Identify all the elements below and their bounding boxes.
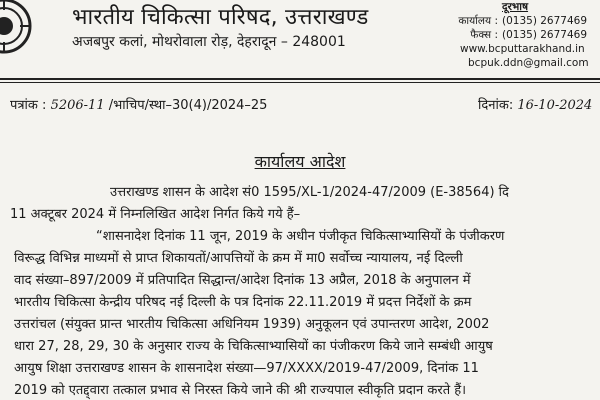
reference-handwritten-number: 5206-11	[50, 98, 105, 113]
date-handwritten: 16-10-2024	[517, 98, 593, 113]
reference-suffix: /भाचिप/स्था–30(4)/2024–25	[108, 98, 268, 113]
office-phone-label: कार्यालय :	[458, 15, 498, 27]
header-divider	[0, 78, 600, 80]
contact-block	[438, 0, 589, 70]
organization-address: अजबपुर कलां, मोथरोवाला रोड़, देहरादून – 248001	[72, 34, 346, 50]
email-link[interactable]: bcpuk.ddn@gmail.com	[468, 57, 589, 69]
header-divider-thin	[0, 82, 600, 83]
quote-line: उत्तरांचल (संयुक्त प्रान्त भारतीय चिकित्सा अधिनियम 1939) अनुकूलन एवं उपान्तरण आदेश, 2002	[14, 317, 490, 332]
document-date	[478, 95, 592, 113]
date-label: दिनांक:	[478, 98, 514, 113]
website-link[interactable]: www.bcputtarakhand.in	[460, 43, 585, 55]
document-title-text: कार्यालय आदेश	[254, 152, 346, 171]
fax-number: (0135) 2677469	[502, 29, 588, 41]
intro-line-1: उत्तराखण्ड शासन के आदेश सं0 1595/XL-1/2024-47/2009 (E-38564) दि	[110, 185, 509, 200]
organization-name: भारतीय चिकित्सा परिषद, उत्तराखण्ड	[72, 5, 369, 30]
quote-line: धारा 27, 28, 29, 30 के अनुसार राज्य के चिकित्साभ्यासियों का पंजीकरण किये जाने सम्बंधी आयुष	[14, 339, 493, 354]
quote-line: वाद संख्या–897/2009 में प्रतिपादित सिद्धान्त/आदेश दिनांक 13 अप्रैल, 2018 के अनुपालन में	[14, 273, 471, 288]
fax-label: फैक्स :	[470, 29, 498, 41]
intro-line-2: 11 अक्टूबर 2024 में निम्नलिखित आदेश निर्गत किये गये हैं–	[10, 207, 301, 222]
office-phone: (0135) 2677469	[502, 15, 588, 27]
quote-line: आयुष शिक्षा उत्तराखण्ड शासन के शासनादेश संख्या—97/XXXX/2019-47/2009, दिनांक 11	[14, 361, 479, 376]
contact-heading: दूरभाष	[502, 1, 529, 13]
quote-line: विरूद्ध विभिन्न माध्यमों से प्राप्त शिकायतों/आपत्तियों के क्रम में मा0 सर्वोच्च न्यायालय, नई दिल्ली	[14, 251, 463, 266]
quote-line: “शासनादेश दिनांक 11 जून, 2019 के अधीन पंजीकृत चिकित्साभ्यासियों के पंजीकरण	[96, 229, 505, 244]
reference-number	[10, 95, 267, 113]
reference-label: पत्रांक :	[10, 98, 47, 113]
quote-line: 2019 को एतद्द्वारा तत्काल प्रभाव से निरस्त किये जाने की श्री राज्यपाल स्वीकृति प्रदान करते हैं।	[14, 383, 467, 398]
document-title	[0, 150, 600, 172]
council-emblem	[0, 0, 34, 56]
quote-line: भारतीय चिकित्सा केन्द्रीय परिषद नई दिल्ली के पत्र दिनांक 22.11.2019 में प्रदत्त निर्देशों के क्रम	[14, 295, 472, 310]
